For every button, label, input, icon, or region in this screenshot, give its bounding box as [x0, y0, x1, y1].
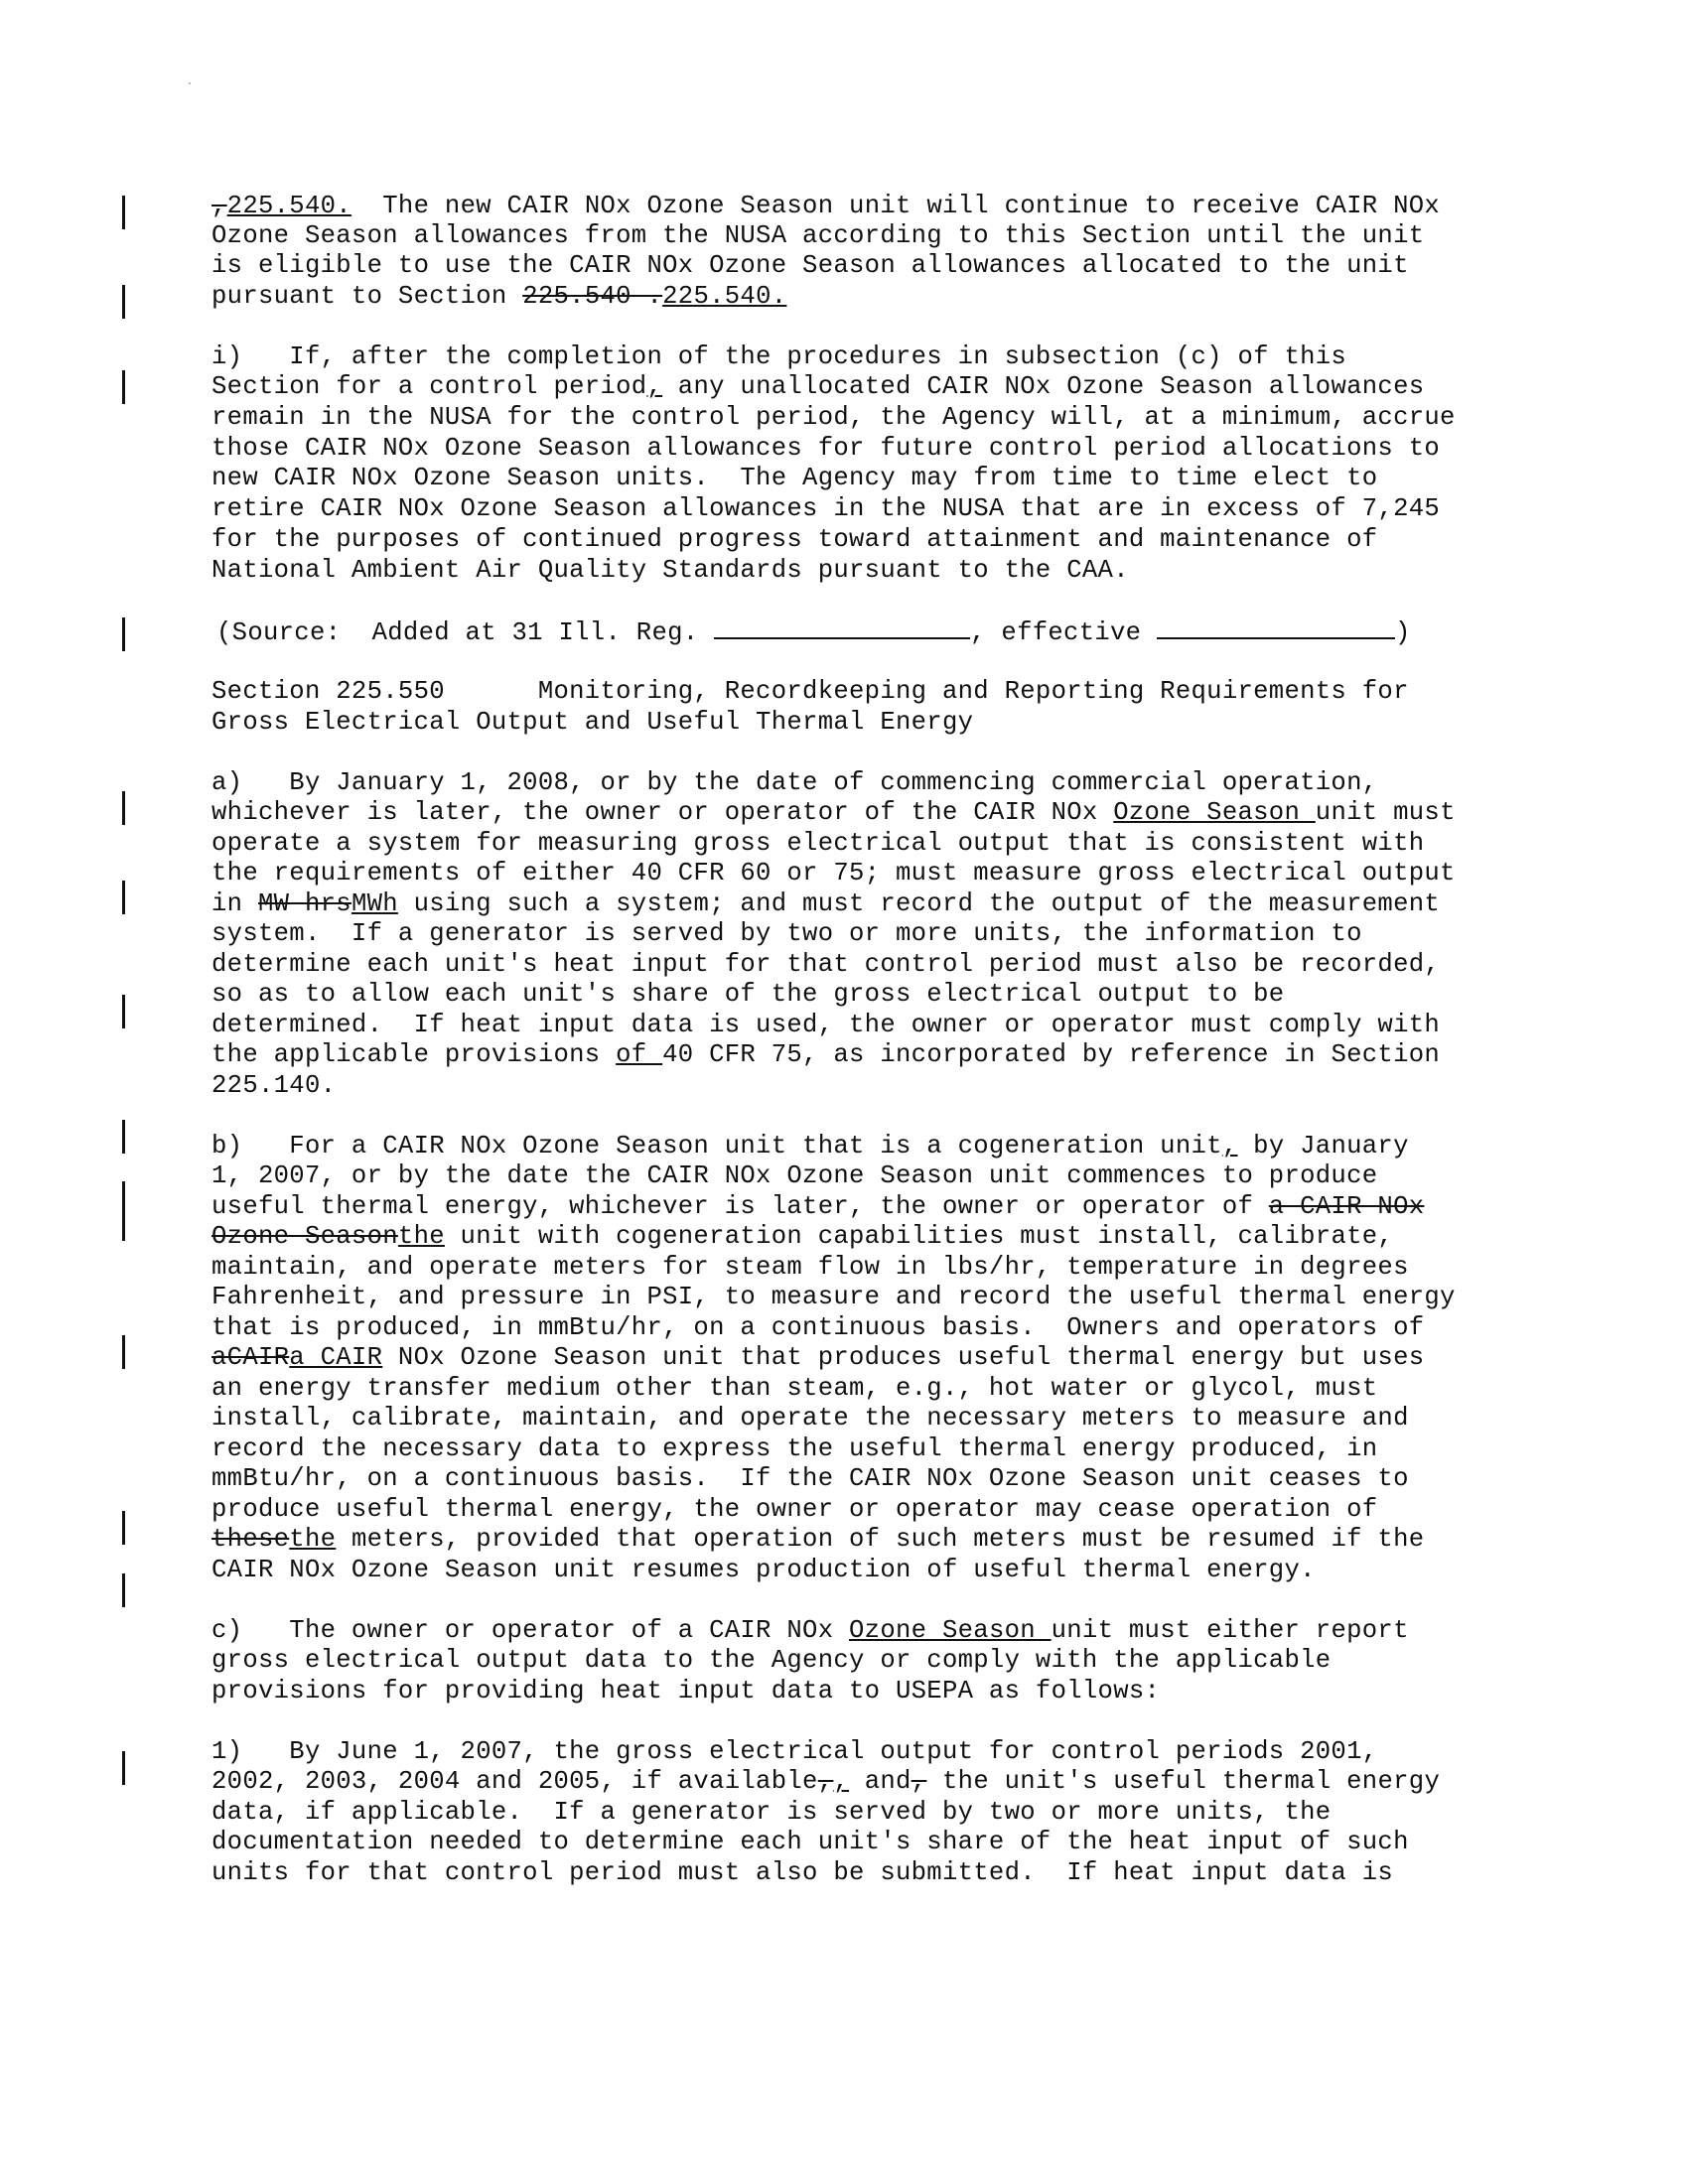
text-run: pursuant to Section — [211, 282, 523, 311]
inserted-text: Ozone Season — [1113, 798, 1316, 827]
subsection-a-line: 225.140. — [211, 1071, 337, 1100]
deleted-text: Ozone Season — [211, 1222, 398, 1251]
subsection-i-line: National Ambient Air Quality Standards pursuant to the CAA. — [211, 556, 1129, 585]
source-note — [216, 615, 1411, 648]
item-1-line — [211, 1766, 1440, 1797]
change-bar — [122, 1335, 125, 1369]
text-run: NOx Ozone Season unit that produces useful thermal energy but uses — [382, 1343, 1425, 1372]
subsection-b-line: record the necessary data to express the useful thermal energy produced, in — [211, 1434, 1378, 1463]
item-1-line: documentation needed to determine each unit's share of the heat input of such — [211, 1828, 1409, 1856]
paragraph-line — [211, 191, 1440, 221]
text-run: The new CAIR NOx Ozone Season unit will continue to receive CAIR NOx — [351, 192, 1441, 220]
text-run: whichever is later, the owner or operator of the CAIR NOx — [211, 798, 1114, 827]
subsection-a-line: determine each unit's heat input for that control period must also be recorded, — [211, 950, 1441, 979]
item-1-line: 1) By June 1, 2007, the gross electrical output for control periods 2001, — [211, 1737, 1378, 1766]
text-run: useful thermal energy, whichever is later, the owner or operator of — [211, 1192, 1269, 1221]
subsection-a-line — [211, 797, 1456, 828]
subsection-b-line: produce useful thermal energy, the owner or operator may cease operation of — [211, 1495, 1378, 1524]
paragraph-line: is eligible to use the CAIR NOx Ozone Season allowances allocated to the unit — [211, 251, 1409, 280]
change-bar — [122, 285, 125, 319]
text-run: the applicable provisions — [211, 1040, 617, 1069]
subsection-b-line — [211, 1131, 1409, 1161]
subsection-b-line: 1, 2007, or by the date the CAIR NOx Ozone Season unit commences to produce — [211, 1161, 1378, 1190]
deleted-text: 225.540 . — [522, 282, 663, 311]
subsection-b-line: an energy transfer medium other than steam, e.g., hot water or glycol, must — [211, 1374, 1378, 1403]
text-run: unit must either report — [1051, 1616, 1409, 1645]
blank-line — [714, 615, 970, 639]
text-run: meters, provided that operation of such meters must be resumed if the — [336, 1525, 1425, 1554]
text-run: in — [211, 889, 258, 918]
subsection-b-line — [211, 1524, 1424, 1555]
blank-line — [1157, 615, 1395, 639]
text-run: 40 CFR 75, as incorporated by reference in Section — [662, 1040, 1441, 1069]
text-run: b) For a CAIR NOx Ozone Season unit that is a cogeneration unit — [211, 1132, 1222, 1160]
subsection-c-line: provisions for providing heat input data to USEPA as follows: — [211, 1677, 1161, 1706]
subsection-b-line: that is produced, in mmBtu/hr, on a continuous basis. Owners and operators of — [211, 1313, 1425, 1342]
text-run: c) The owner or operator of a CAIR NOx — [211, 1616, 850, 1645]
change-bar — [122, 1751, 125, 1785]
subsection-a-line — [211, 888, 1440, 919]
subsection-b-line: CAIR NOx Ozone Season unit resumes production of useful thermal energy. — [211, 1556, 1316, 1584]
change-bar — [122, 995, 125, 1028]
deleted-text: , — [817, 1767, 834, 1796]
section-heading: Section 225.550 Monitoring, Recordkeeping and Reporting Requirements for — [211, 677, 1409, 706]
paragraph-line — [211, 281, 786, 312]
change-bar — [122, 196, 125, 229]
deleted-text: , — [911, 1767, 927, 1796]
deleted-text: a CAIR NOx — [1268, 1192, 1425, 1221]
inserted-text: the — [289, 1525, 337, 1554]
change-bar — [122, 1120, 125, 1154]
change-bar — [122, 881, 125, 914]
subsection-b-line — [211, 1342, 1424, 1373]
inserted-text: the — [397, 1222, 445, 1251]
change-bar — [122, 1573, 125, 1607]
scan-speck — [189, 82, 191, 84]
subsection-i-line: retire CAIR NOx Ozone Season allowances in the NUSA that are in excess of 7,245 — [211, 494, 1441, 523]
text-run: unit with cogeneration capabilities must install, calibrate, — [444, 1222, 1394, 1251]
subsection-a-line: the requirements of either 40 CFR 60 or 75; must measure gross electrical output — [211, 859, 1456, 887]
text-run: ) — [1395, 618, 1411, 647]
paragraph-line: Ozone Season allowances from the NUSA according to this Section until the unit — [211, 221, 1425, 250]
subsection-i-line: remain in the NUSA for the control period, the Agency will, at a minimum, accrue — [211, 403, 1456, 432]
subsection-b-line — [211, 1191, 1424, 1222]
text-run: 2002, 2003, 2004 and 2005, if available — [211, 1767, 818, 1796]
text-run: using such a system; and must record the output of the measurement — [397, 889, 1441, 918]
subsection-i-line: those CAIR NOx Ozone Season allowances for future control period allocations to — [211, 434, 1441, 463]
inserted-text: , — [833, 1767, 850, 1796]
change-bar — [122, 1511, 125, 1545]
subsection-c-line — [211, 1615, 1409, 1646]
deleted-text: MW-hrs — [257, 889, 351, 918]
deleted-text: these — [211, 1525, 290, 1554]
text-run: any unallocated CAIR NOx Ozone Season allowances — [662, 372, 1425, 401]
inserted-text: , — [1221, 1132, 1238, 1160]
inserted-text: Ozone Season — [849, 1616, 1052, 1645]
inserted-text: of — [616, 1040, 663, 1069]
text-run: the unit's useful thermal energy — [926, 1767, 1441, 1796]
subsection-b-line — [211, 1221, 1393, 1252]
inserted-text: 225.540. — [662, 282, 787, 311]
inserted-text: a CAIR — [289, 1343, 383, 1372]
inserted-text: 225.540. — [226, 192, 351, 220]
subsection-i-line: i) If, after the completion of the procedures in subsection (c) of this — [211, 342, 1347, 371]
subsection-a-line: operate a system for measuring gross electrical output that is consistent with — [211, 829, 1425, 858]
item-1-line: units for that control period must also be submitted. If heat input data is — [211, 1858, 1394, 1887]
subsection-b-line: Fahrenheit, and pressure in PSI, to measure and record the useful thermal energy — [211, 1283, 1456, 1311]
subsection-b-line: maintain, and operate meters for steam flow in lbs/hr, temperature in degrees — [211, 1253, 1409, 1282]
item-1-line: data, if applicable. If a generator is served by two or more units, the — [211, 1798, 1332, 1827]
subsection-a-line: a) By January 1, 2008, or by the date of commencing commercial operation, — [211, 768, 1378, 797]
inserted-text: , — [646, 372, 663, 401]
subsection-a-line: determined. If heat input data is used, the owner or operator must comply with — [211, 1011, 1441, 1039]
subsection-b-line: mmBtu/hr, on a continuous basis. If the CAIR NOx Ozone Season unit ceases to — [211, 1464, 1409, 1493]
inserted-text: MWh — [351, 889, 398, 918]
text-run: (Source: Added at 31 Ill. Reg. — [216, 618, 715, 647]
change-bar — [122, 370, 125, 404]
subsection-i-line — [211, 371, 1424, 402]
subsection-i-line: new CAIR NOx Ozone Season units. The Agency may from time to time elect to — [211, 464, 1378, 492]
text-run: and — [849, 1767, 912, 1796]
text-run: , effective — [970, 618, 1157, 647]
deleted-text: , — [211, 192, 227, 220]
change-bar — [122, 791, 125, 825]
subsection-a-line: so as to allow each unit's share of the gross electrical output to be — [211, 980, 1285, 1009]
change-bar — [122, 1181, 125, 1241]
text-run: unit must — [1315, 798, 1456, 827]
text-run: by January — [1237, 1132, 1409, 1160]
text-run: Section for a control period — [211, 372, 647, 401]
subsection-a-line: system. If a generator is served by two or more units, the information to — [211, 919, 1362, 948]
section-heading: Gross Electrical Output and Useful Thermal Energy — [211, 708, 974, 737]
subsection-b-line: install, calibrate, maintain, and operate the necessary meters to measure and — [211, 1404, 1409, 1433]
deleted-text: aCAIR — [211, 1343, 290, 1372]
change-bar — [122, 617, 125, 651]
subsection-a-line — [211, 1039, 1440, 1070]
subsection-c-line: gross electrical output data to the Agency or comply with the applicable — [211, 1646, 1332, 1675]
subsection-i-line: for the purposes of continued progress toward attainment and maintenance of — [211, 525, 1378, 554]
